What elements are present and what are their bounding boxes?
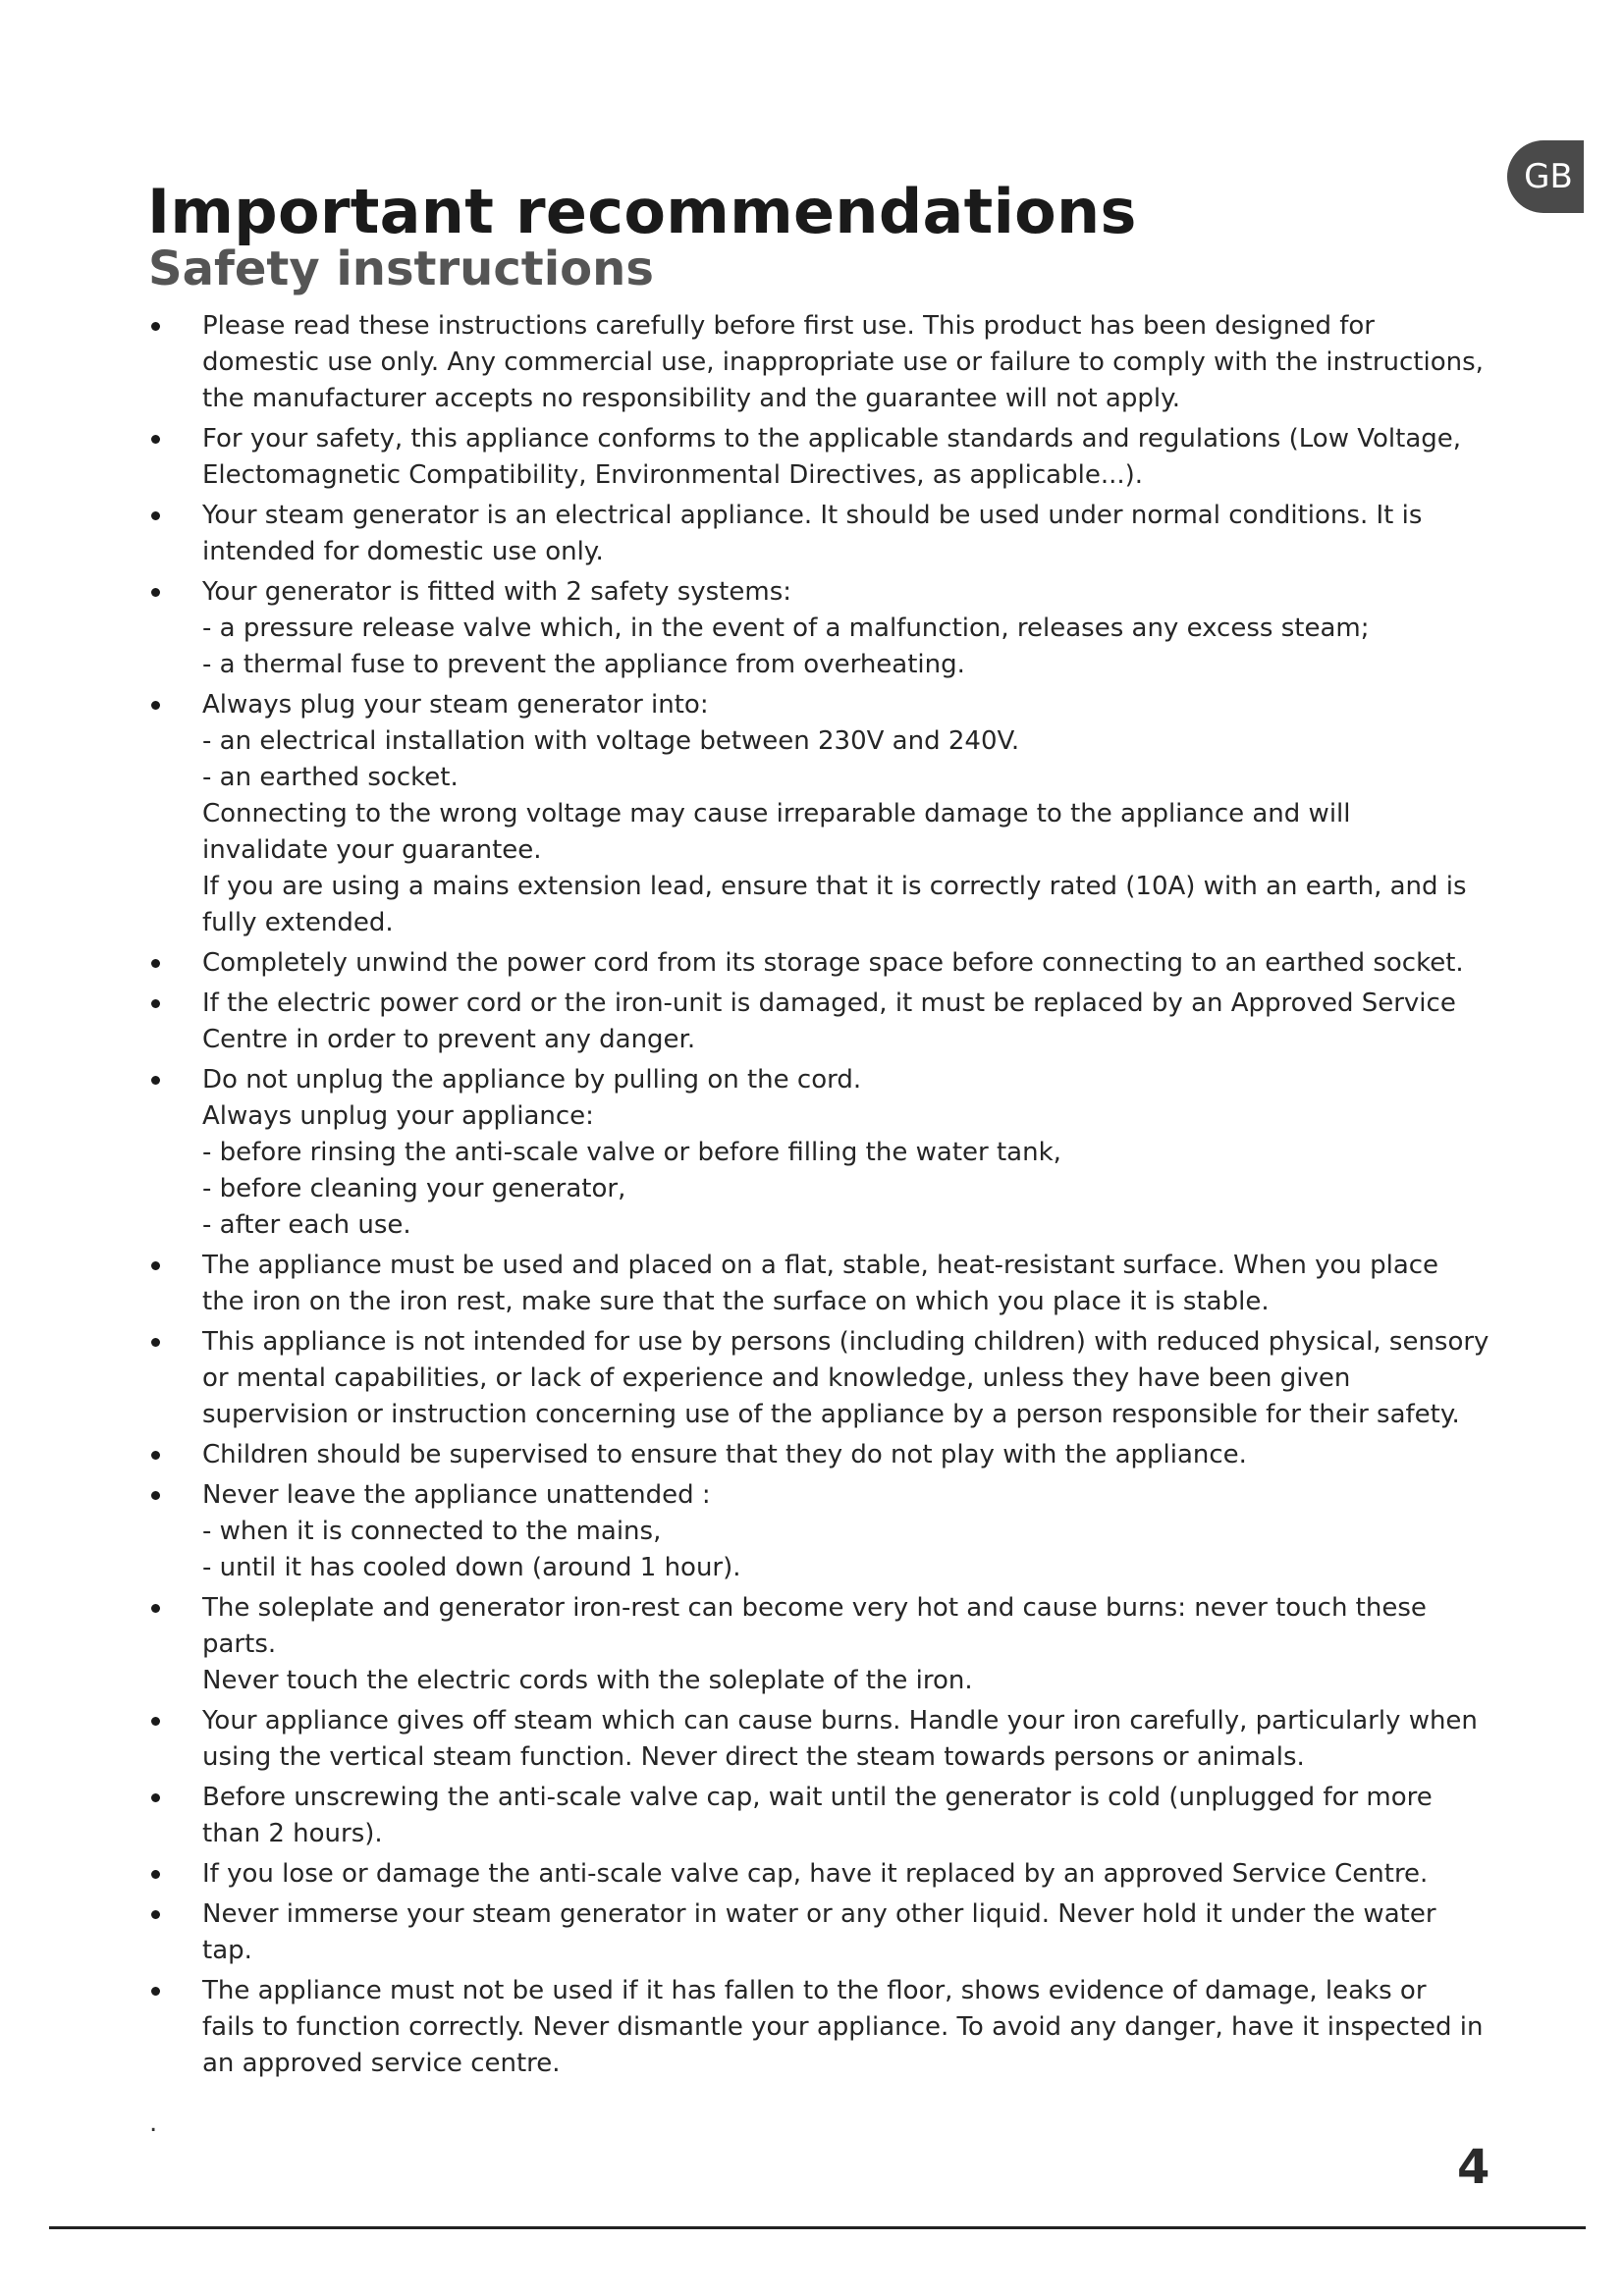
bullet-icon: [151, 1987, 160, 1996]
list-item-line: - until it has cooled down (around 1 hour).: [202, 1553, 741, 1582]
page-title: Important recommendations: [147, 176, 1137, 247]
list-item-line: The appliance must not be used if it has fallen to the floor, shows evidence of damage, leaks or: [202, 1976, 1427, 2005]
list-item-line: Children should be supervised to ensure that they do not play with the appliance.: [202, 1440, 1247, 1469]
list-item-line: The appliance must be used and placed on a flat, stable, heat-resistant surface. When you place: [202, 1251, 1439, 1280]
list-item-line: than 2 hours).: [202, 1819, 383, 1848]
list-item: [147, 574, 1492, 683]
list-item: [147, 308, 1492, 417]
bullet-icon: [151, 999, 160, 1008]
list-item: [147, 1477, 1492, 1586]
list-item-line: intended for domestic use only.: [202, 537, 604, 566]
list-item: [147, 421, 1492, 494]
bullet-icon: [151, 1793, 160, 1802]
list-item-line: The soleplate and generator iron-rest can become very hot and cause burns: never touch these: [202, 1593, 1427, 1623]
list-item-line: Never leave the appliance unattended :: [202, 1480, 711, 1510]
bullet-icon: [151, 1717, 160, 1726]
list-item: [147, 1248, 1492, 1320]
bullet-icon: [151, 1604, 160, 1613]
list-item: [147, 1437, 1492, 1473]
list-item-line: If you are using a mains extension lead, ensure that it is correctly rated (10A) with an earth, and is: [202, 872, 1467, 901]
list-item-line: an approved service centre.: [202, 2049, 561, 2078]
list-item-line: - before cleaning your generator,: [202, 1174, 626, 1203]
safety-instructions-list: [147, 308, 1492, 2086]
list-item-line: the manufacturer accepts no responsibility and the guarantee will not apply.: [202, 384, 1181, 413]
list-item-line: Before unscrewing the anti-scale valve cap, wait until the generator is cold (unplugged for more: [202, 1783, 1433, 1812]
list-item-line: Never immerse your steam generator in water or any other liquid. Never hold it under the water: [202, 1899, 1436, 1929]
list-item-line: domestic use only. Any commercial use, inappropriate use or failure to comply with the instructions,: [202, 347, 1484, 377]
page-number: 4: [1457, 2140, 1490, 2195]
list-item: [147, 498, 1492, 570]
footer-divider: [49, 2226, 1586, 2229]
list-item-line: Connecting to the wrong voltage may cause irreparable damage to the appliance and will: [202, 799, 1351, 828]
list-item: [147, 687, 1492, 941]
list-item-line: supervision or instruction concerning use of the appliance by a person responsible for their safety.: [202, 1400, 1460, 1429]
bullet-icon: [151, 1451, 160, 1460]
list-item-line: If the electric power cord or the iron-unit is damaged, it must be replaced by an Approved Service: [202, 988, 1456, 1018]
list-item-line: fails to function correctly. Never dismantle your appliance. To avoid any danger, have it inspected in: [202, 2012, 1484, 2042]
bullet-icon: [151, 1870, 160, 1879]
list-item-line: tap.: [202, 1936, 252, 1965]
list-item-line: - after each use.: [202, 1210, 411, 1240]
list-item-line: Always unplug your appliance:: [202, 1101, 594, 1131]
bullet-icon: [151, 1261, 160, 1270]
list-item-line: Electomagnetic Compatibility, Environmental Directives, as applicable...).: [202, 460, 1144, 490]
list-item-line: Your generator is fitted with 2 safety systems:: [202, 577, 791, 607]
section-subtitle: Safety instructions: [148, 241, 654, 296]
bullet-icon: [151, 1910, 160, 1919]
list-item-line: fully extended.: [202, 908, 394, 937]
list-item-line: using the vertical steam function. Never direct the steam towards persons or animals.: [202, 1742, 1305, 1772]
list-item: [147, 1590, 1492, 1699]
bullet-icon: [151, 959, 160, 968]
list-item-line: - before rinsing the anti-scale valve or before filling the water tank,: [202, 1138, 1061, 1167]
stray-mark: .: [149, 2109, 158, 2138]
list-item-line: - an earthed socket.: [202, 763, 459, 792]
list-item-line: Your steam generator is an electrical appliance. It should be used under normal conditions. It is: [202, 501, 1423, 530]
list-item-line: This appliance is not intended for use by persons (including children) with reduced physical, sensory: [202, 1327, 1489, 1357]
bullet-icon: [151, 1338, 160, 1347]
list-item-line: For your safety, this appliance conforms to the applicable standards and regulations (Low Voltage,: [202, 424, 1462, 454]
bullet-icon: [151, 701, 160, 710]
list-item-line: If you lose or damage the anti-scale valve cap, have it replaced by an approved Service Centre.: [202, 1859, 1429, 1889]
bullet-icon: [151, 511, 160, 520]
list-item-line: Always plug your steam generator into:: [202, 690, 709, 720]
list-item-line: invalidate your guarantee.: [202, 835, 542, 865]
bullet-icon: [151, 435, 160, 444]
bullet-icon: [151, 1076, 160, 1085]
bullet-icon: [151, 588, 160, 597]
list-item: [147, 1896, 1492, 1969]
list-item-line: - when it is connected to the mains,: [202, 1517, 662, 1546]
list-item-line: Never touch the electric cords with the soleplate of the iron.: [202, 1666, 973, 1695]
list-item-line: or mental capabilities, or lack of experience and knowledge, unless they have been given: [202, 1363, 1351, 1393]
list-item-line: Please read these instructions carefully before first use. This product has been designed for: [202, 311, 1375, 341]
list-item: [147, 986, 1492, 1058]
list-item-line: Centre in order to prevent any danger.: [202, 1025, 696, 1054]
list-item-line: - a pressure release valve which, in the event of a malfunction, releases any excess steam;: [202, 614, 1370, 643]
list-item-line: Do not unplug the appliance by pulling on the cord.: [202, 1065, 862, 1095]
list-item-line: parts.: [202, 1629, 277, 1659]
list-item: [147, 945, 1492, 982]
list-item: [147, 1973, 1492, 2082]
list-item: [147, 1324, 1492, 1433]
list-item: [147, 1062, 1492, 1244]
list-item-line: - an electrical installation with voltage between 230V and 240V.: [202, 726, 1020, 756]
list-item-line: the iron on the iron rest, make sure that the surface on which you place it is stable.: [202, 1287, 1270, 1316]
list-item-line: - a thermal fuse to prevent the appliance from overheating.: [202, 650, 965, 679]
list-item: [147, 1856, 1492, 1893]
language-tab: GB: [1507, 140, 1584, 213]
bullet-icon: [151, 322, 160, 331]
list-item-line: Completely unwind the power cord from its storage space before connecting to an earthed socket.: [202, 948, 1464, 978]
list-item: [147, 1780, 1492, 1852]
list-item: [147, 1703, 1492, 1776]
bullet-icon: [151, 1491, 160, 1500]
list-item-line: Your appliance gives off steam which can cause burns. Handle your iron carefully, particularly when: [202, 1706, 1478, 1735]
